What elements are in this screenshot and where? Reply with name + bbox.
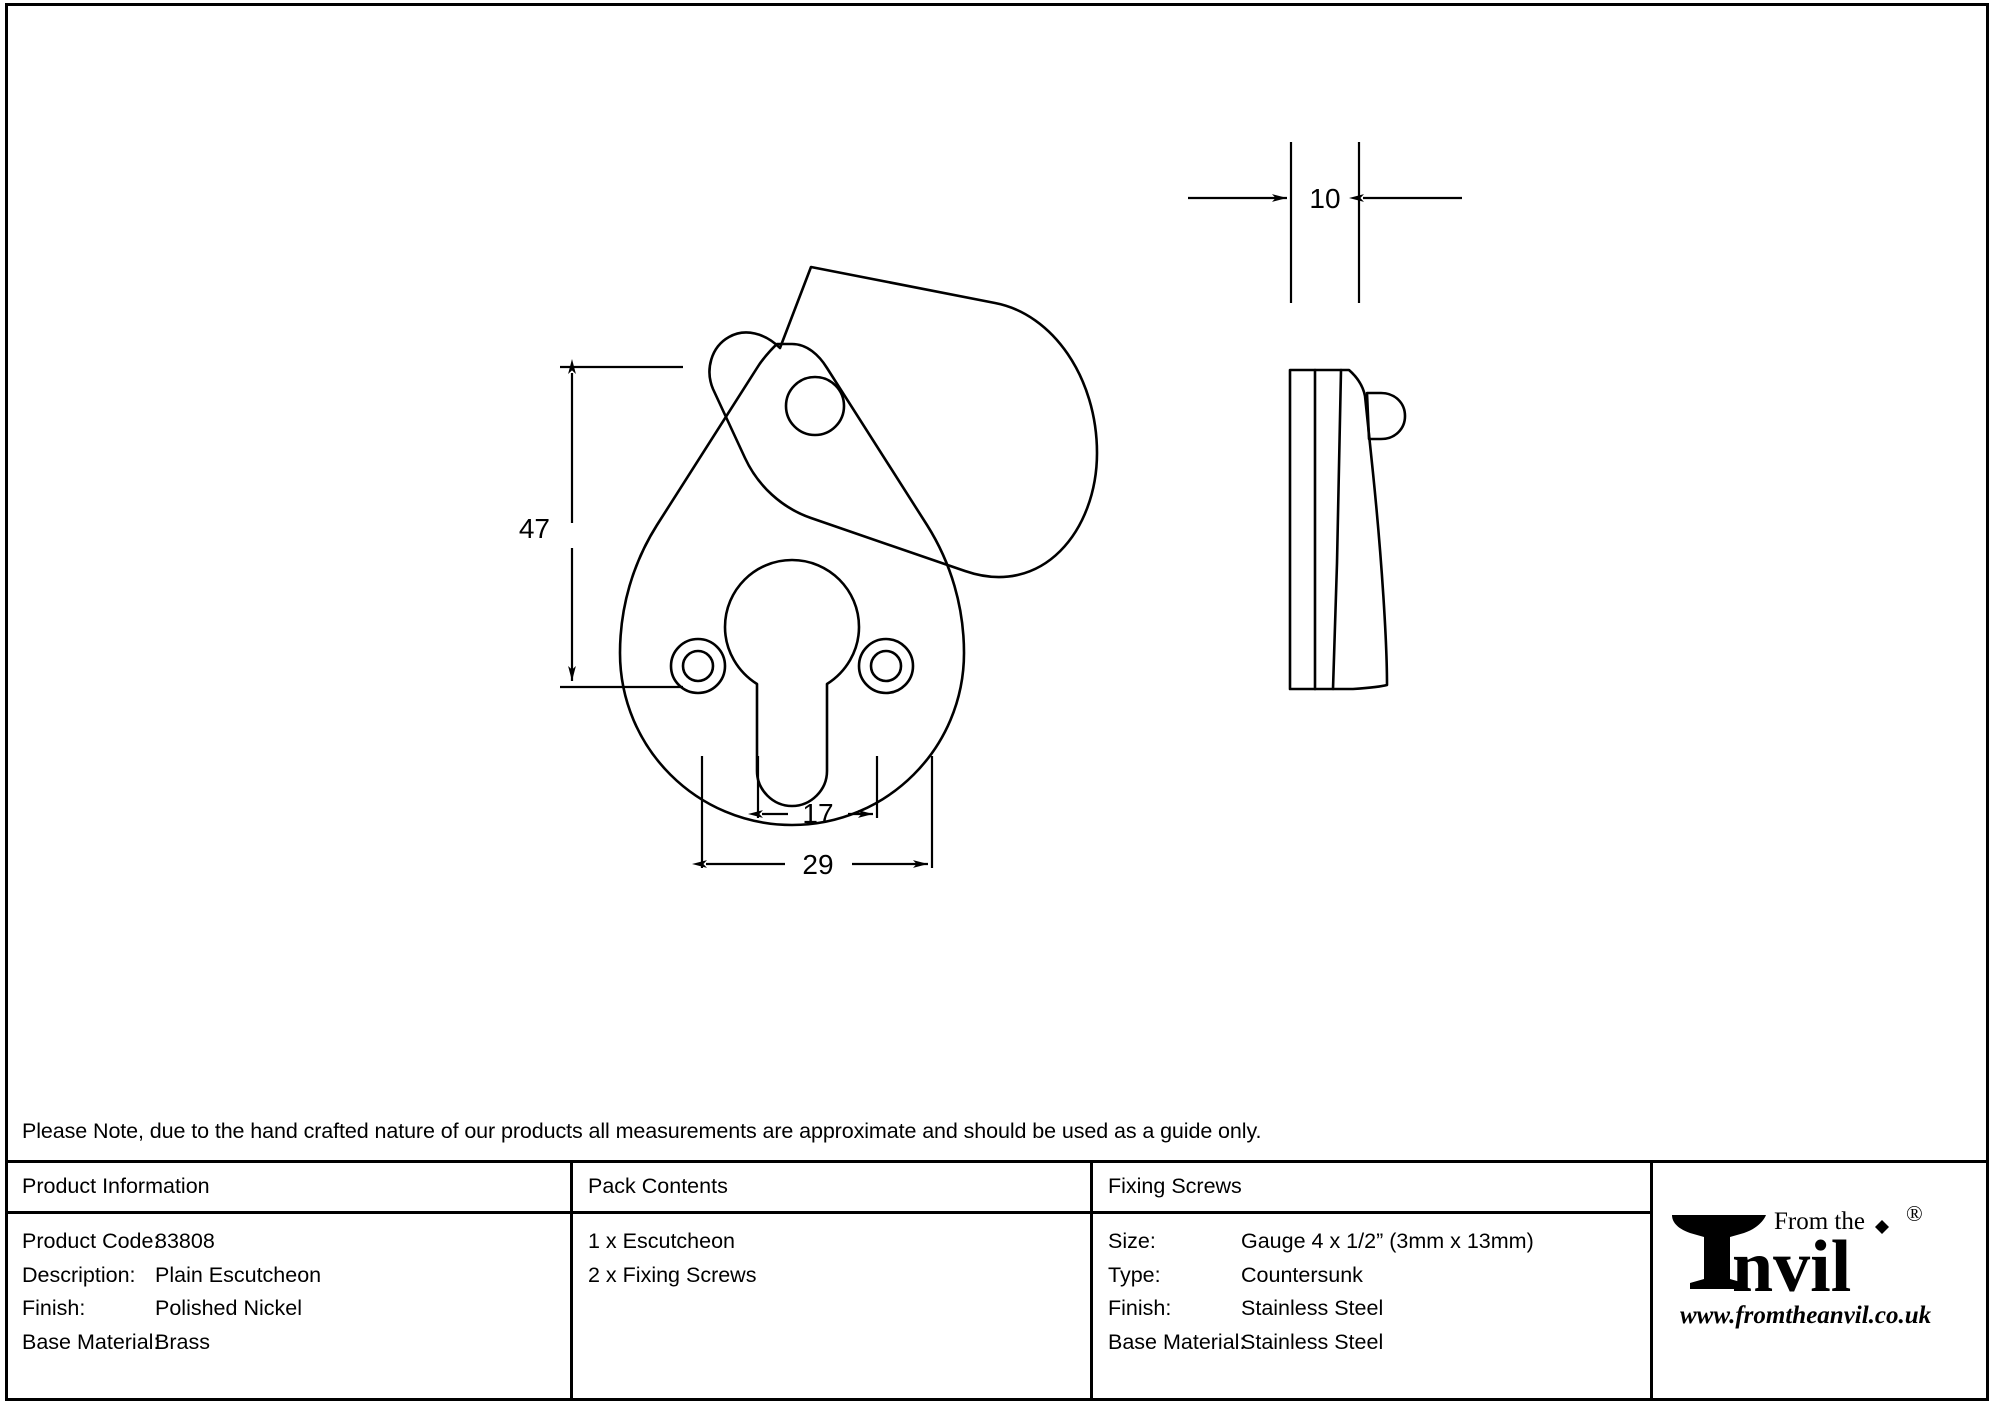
note-text: Please Note, due to the hand crafted nature of our products all measurements are approximate and should be used as a guide only. — [22, 1119, 1262, 1143]
spec-row — [1108, 1259, 1534, 1293]
header-rule-3 — [1090, 1211, 1650, 1214]
spec-key: Type: — [1108, 1262, 1161, 1287]
spec-table — [5, 1163, 1989, 1401]
dimension-10-label: 10 — [1309, 183, 1341, 214]
spec-row — [1108, 1292, 1534, 1326]
dimension-29-label: 29 — [802, 849, 834, 880]
column-header-fixing-screws: Fixing Screws — [1108, 1174, 1242, 1198]
pack-contents-list — [588, 1225, 756, 1292]
brand-logo-cell — [1650, 1163, 1989, 1401]
table-divider-1 — [570, 1163, 573, 1401]
front-view-screw-hole-right — [859, 639, 913, 693]
spec-row — [1108, 1225, 1534, 1259]
spec-row — [22, 1225, 321, 1259]
information-block — [5, 1106, 1989, 1401]
spec-key: Size: — [1108, 1229, 1156, 1253]
dimension-17-label: 17 — [802, 798, 834, 829]
front-view-cover-plate — [710, 267, 1097, 577]
diamond-icon — [1875, 1220, 1889, 1234]
spec-value: Stainless Steel — [1241, 1329, 1384, 1354]
spec-value: Stainless Steel — [1241, 1296, 1384, 1320]
front-view-screw-hole-left — [671, 639, 725, 693]
side-view-pivot-boss — [1367, 393, 1405, 439]
column-header-product-information: Product Information — [22, 1174, 210, 1198]
logo-website: www.fromtheanvil.co.uk — [1680, 1302, 1932, 1329]
spec-key: Finish: — [1108, 1296, 1172, 1320]
from-the-anvil-logo — [1670, 1201, 1970, 1351]
spec-value: Plain Escutcheon — [155, 1262, 322, 1287]
spec-key: Product Code: — [22, 1229, 160, 1253]
drawing-area — [5, 3, 1989, 1103]
front-view-keyhole — [725, 560, 859, 806]
spec-value: Countersunk — [1241, 1262, 1363, 1287]
front-view-pivot-hole — [786, 377, 844, 435]
list-item: 1 x Escutcheon — [588, 1229, 736, 1253]
spec-key: Description: — [22, 1262, 136, 1287]
spec-value: Gauge 4 x 1/2” (3mm x 13mm) — [1241, 1229, 1534, 1253]
spec-value: 83808 — [155, 1229, 215, 1253]
product-information-list — [22, 1225, 321, 1359]
registered-mark-icon: ® — [1906, 1201, 1923, 1226]
spec-key: Base Material: — [22, 1329, 160, 1354]
front-view-escutcheon-plate — [620, 344, 964, 825]
side-view-profile — [1290, 370, 1387, 689]
spec-row — [1108, 1326, 1534, 1360]
logo-anvil-word: nvil — [1732, 1226, 1852, 1308]
spec-value: Brass — [155, 1329, 210, 1354]
column-header-pack-contents: Pack Contents — [588, 1174, 728, 1198]
table-divider-2 — [1090, 1163, 1093, 1401]
note-row — [5, 1106, 1989, 1163]
spec-key: Finish: — [22, 1296, 86, 1320]
header-rule-1 — [5, 1211, 570, 1214]
dimension-47-label: 47 — [518, 513, 550, 544]
fixing-screws-list — [1108, 1225, 1534, 1359]
spec-row — [22, 1326, 321, 1360]
logo-from-the: From the — [1774, 1208, 1865, 1235]
header-rule-2 — [570, 1211, 1090, 1214]
list-item: 2 x Fixing Screws — [588, 1262, 757, 1287]
technical-drawing — [5, 3, 1989, 1103]
spec-value: Polished Nickel — [155, 1296, 302, 1320]
dimension-10 — [1188, 142, 1462, 303]
spec-row — [22, 1292, 321, 1326]
spec-row — [22, 1259, 321, 1293]
spec-key: Base Material: — [1108, 1329, 1246, 1354]
